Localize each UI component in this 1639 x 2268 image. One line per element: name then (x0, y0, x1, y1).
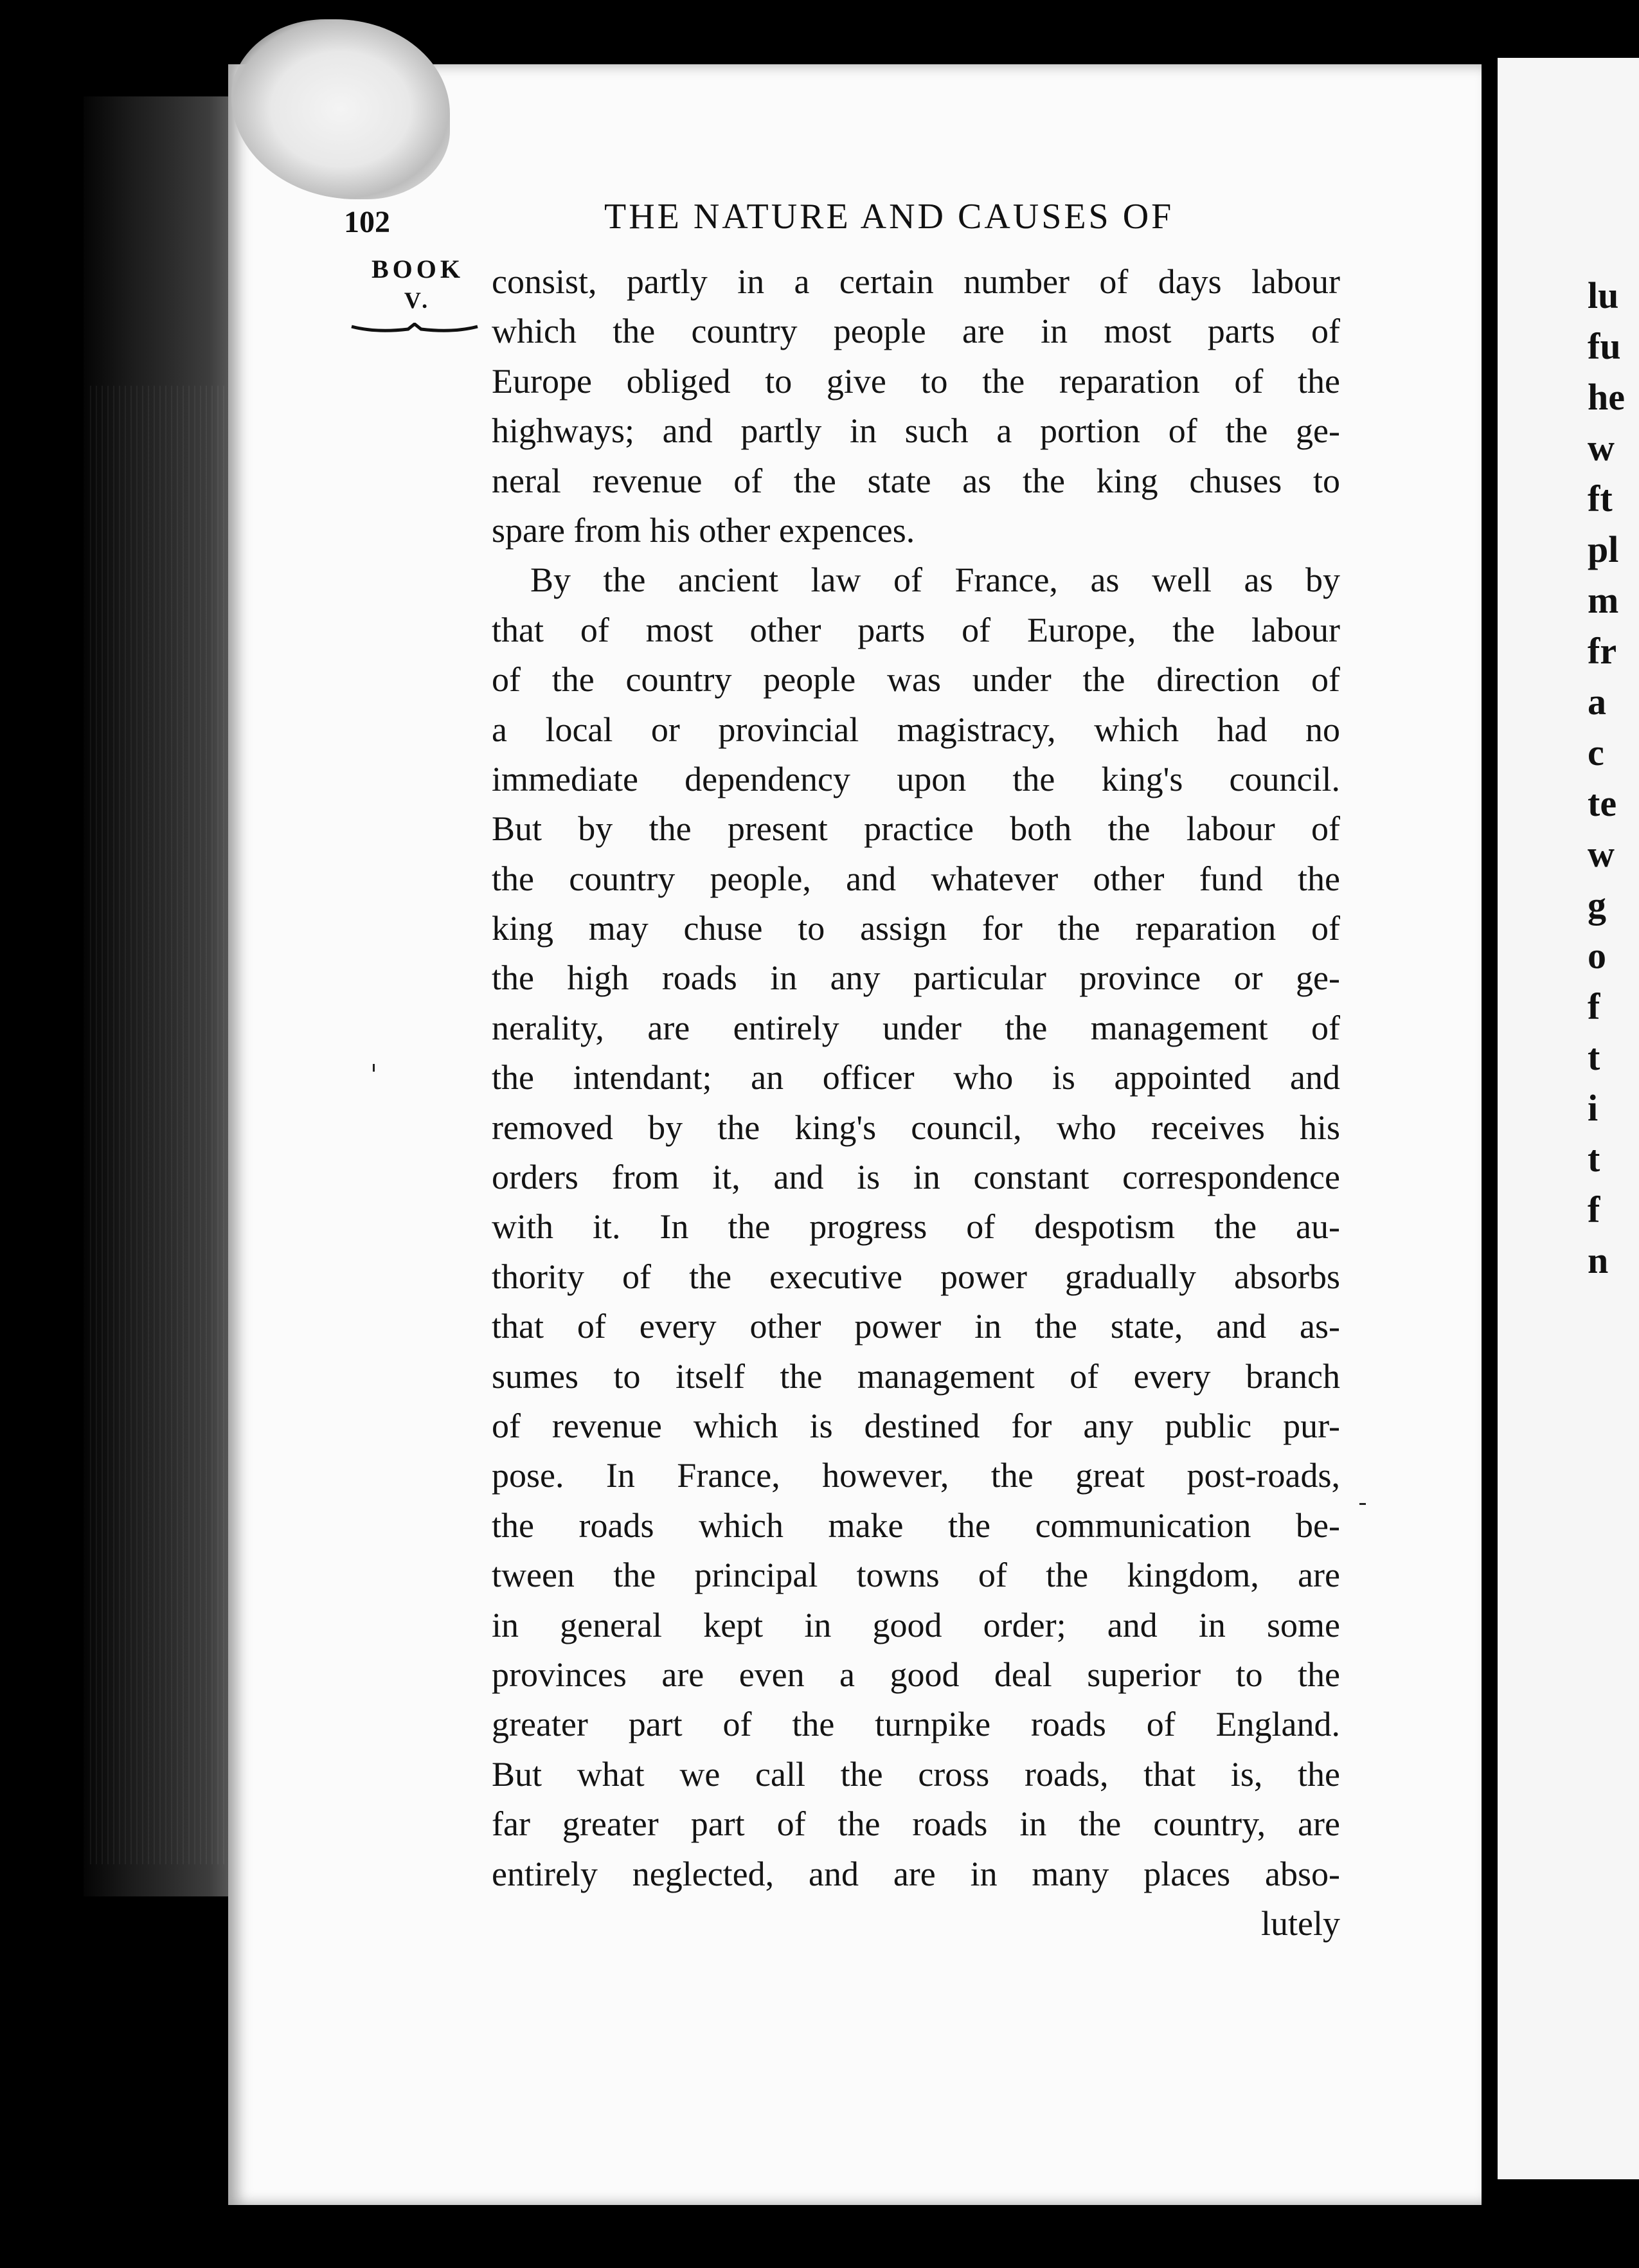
facing-page-fragment: n (1588, 1239, 1609, 1281)
text-line: sumes to itself the management of every branch (492, 1356, 1340, 1396)
text-line: By the ancient law of France, as well as by (530, 561, 1340, 600)
text-line: king may chuse to assign for the reparation of (492, 909, 1340, 948)
text-line: neral revenue of the state as the king chuses to (492, 461, 1340, 500)
page-number: 102 (344, 205, 390, 239)
facing-page-fragment: te (1588, 782, 1617, 824)
facing-page-fragment: lu (1588, 274, 1619, 316)
facing-page-fragment: f (1588, 986, 1600, 1027)
text-line: nerality, are entirely under the management of (492, 1008, 1340, 1047)
facing-page-fragment: o (1588, 935, 1606, 977)
body-text (492, 257, 1340, 1949)
facing-page-fragment: g (1588, 884, 1606, 926)
facing-page-fragment: t (1588, 1036, 1600, 1078)
text-line: consist, partly in a certain number of days labour (492, 262, 1340, 301)
text-line: But what we call the cross roads, that is, the (492, 1754, 1340, 1794)
facing-page-fragment: fu (1588, 325, 1621, 367)
text-line: the roads which make the communication be- (492, 1506, 1340, 1545)
text-line: Europe obliged to give to the reparation of the (492, 361, 1340, 401)
text-line: immediate dependency upon the king's council. (492, 759, 1340, 798)
facing-page-fragment: m (1588, 579, 1619, 621)
text-line: orders from it, and is in constant correspondence (492, 1158, 1340, 1197)
page-edges (90, 386, 225, 1864)
facing-page-fragment: i (1588, 1087, 1599, 1129)
text-line: provinces are even a good deal superior to the (492, 1655, 1340, 1694)
text-line: removed by the king's council, who receives his (492, 1108, 1340, 1147)
text-line: a local or provincial magistracy, which had no (492, 710, 1340, 749)
text-line: the country people, and whatever other fund the (492, 859, 1340, 898)
facing-page-fragment: fr (1588, 630, 1617, 672)
facing-page-fragment: f (1588, 1189, 1600, 1230)
catchword: lutely (1261, 1904, 1340, 1943)
text-line: the intendant; an officer who is appointed and (492, 1058, 1340, 1097)
text-line: thority of the executive power gradually absorbs (492, 1257, 1340, 1296)
facing-page-fragment: ft (1588, 478, 1613, 519)
text-line: of revenue which is destined for any public pur- (492, 1406, 1340, 1445)
facing-page-fragment: c (1588, 732, 1604, 773)
facing-page-fragment: pl (1588, 528, 1619, 570)
text-line: spare from his other expences. (492, 510, 915, 550)
margin-note-book: BOOK (371, 255, 465, 284)
text-line: which the country people are in most parts of (492, 312, 1340, 351)
facing-page-fragment: w (1588, 427, 1615, 469)
facing-page-fragment: he (1588, 376, 1625, 418)
text-line: that of every other power in the state, and as- (492, 1307, 1340, 1346)
margin-note-volume: V. (404, 287, 432, 313)
text-line: of the country people was under the direction of (492, 660, 1340, 699)
text-line: greater part of the turnpike roads of England. (492, 1705, 1340, 1744)
text-line: in general kept in good order; and in some (492, 1605, 1340, 1644)
facing-page-text (1588, 270, 1639, 1286)
text-line: entirely neglected, and are in many places abso- (492, 1854, 1340, 1893)
facing-page-fragment: t (1588, 1138, 1600, 1180)
stray-mark (1359, 1503, 1366, 1505)
facing-page-fragment: a (1588, 681, 1606, 723)
running-head: THE NATURE AND CAUSES OF (604, 197, 1174, 237)
facing-page-fragment: w (1588, 833, 1615, 875)
margin-note (350, 254, 485, 316)
text-line: with it. In the progress of despotism the au- (492, 1207, 1340, 1246)
margin-bracket-ornament (350, 323, 479, 336)
text-line: pose. In France, however, the great post-roads, (492, 1456, 1340, 1495)
text-line: the high roads in any particular province or ge- (492, 959, 1340, 998)
text-line: far greater part of the roads in the country, are (492, 1805, 1340, 1844)
text-line: highways; and partly in such a portion of the ge- (492, 411, 1340, 451)
stray-mark (373, 1064, 375, 1072)
text-line: that of most other parts of Europe, the labour (492, 610, 1340, 649)
text-line: tween the principal towns of the kingdom, are (492, 1556, 1340, 1595)
text-line: But by the present practice both the labour of (492, 809, 1340, 849)
